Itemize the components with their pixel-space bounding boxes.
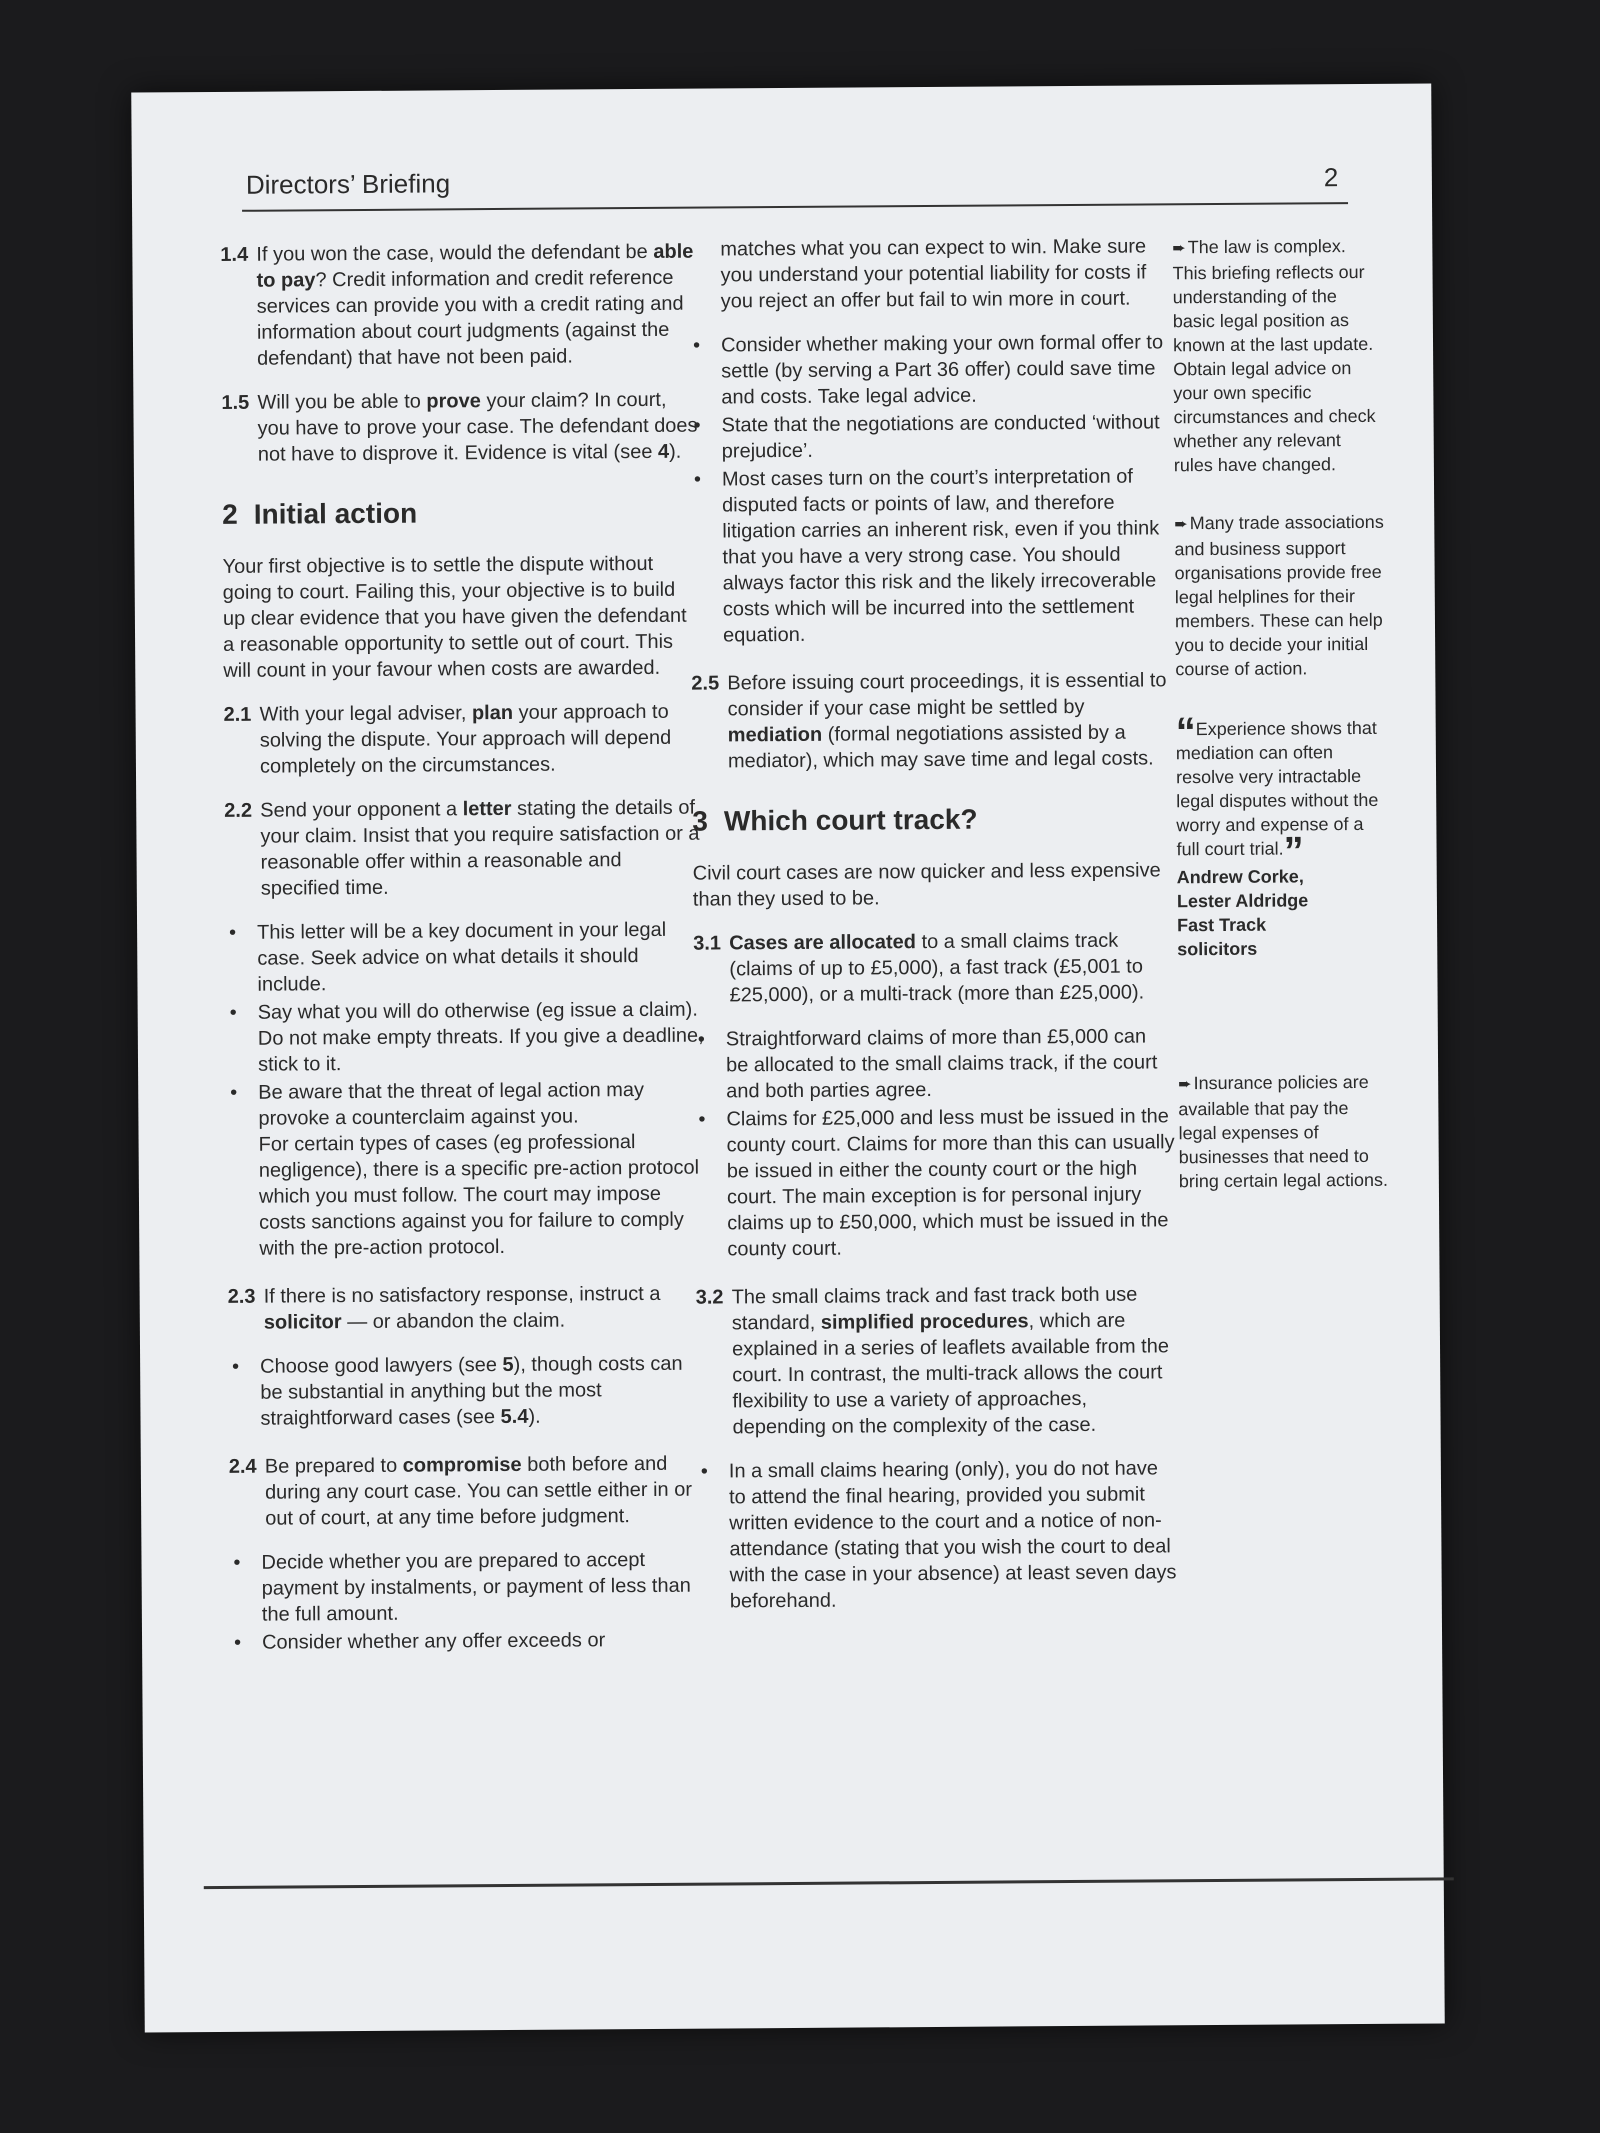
attribution-line: Fast Track (1177, 914, 1267, 936)
paragraph-number: 2.1 (223, 703, 252, 726)
note-text: Many trade associations and business support organisations provide free legal helplines for their members. These can help you to decide your initial course of action. (1174, 511, 1384, 680)
paragraph-number: 3.1 (693, 932, 722, 955)
list-item: • Say what you will do otherwise (eg issue a claim). Do not make empty threats. If you give a deadline, stick to it. (226, 997, 707, 1078)
list-item (226, 1077, 707, 1262)
bold-text: solicitor (263, 1311, 342, 1334)
paragraph-number: 2.4 (228, 1455, 257, 1478)
header-title: Directors’ Briefing (245, 168, 451, 200)
paragraph-number: 2.5 (691, 672, 720, 695)
paragraph-number: 1.5 (221, 391, 250, 414)
list-item: • Consider whether any offer exceeds or (230, 1627, 710, 1656)
paragraph-2-5 (691, 667, 1172, 774)
section-number: 2 (222, 498, 238, 530)
list-item: • Most cases turn on the court’s interpretation of disputed facts or points of law, and therefore litigation carries an inherent risk, even if you think that you have a very strong case. You should always factor this risk and the likely irrecoverable costs which will be incurred into the settlement equation. (690, 463, 1171, 648)
list-item: • Straightforward claims of more than £5,000 can be allocated to the small claims track, if the court and both parties agree. (694, 1023, 1175, 1104)
text: If you won the case, would the defendant be (256, 240, 654, 266)
text: — or abandon the claim. (341, 1309, 566, 1334)
sidebar-note (1174, 510, 1385, 681)
bullet-list (689, 329, 1171, 648)
text: Choose good lawyers (see (260, 1354, 503, 1378)
text: both before and during any court case. You can settle either in or out of court, at any time before judgment. (264, 1452, 693, 1530)
text: ? Credit information and credit reference services can provide you with a credit rating and information about court judgments (against the defendant) that have not been paid. (256, 266, 684, 370)
list-item: • Claims for £25,000 and less must be issued in the county court. Claims for more than this can usually be issued in either the county court or the high court. The main exception is for personal injury claims up to £50,000, which must be issued in the county court. (694, 1103, 1175, 1262)
arrow-icon: ➨ (1178, 1076, 1192, 1094)
attribution-line: solicitors (1177, 938, 1258, 960)
section-title: Which court track? (723, 803, 978, 837)
page-number: 2 (1323, 162, 1339, 193)
list-item: • Decide whether you are prepared to accept payment by instalments, or payment of less than the full amount. (229, 1547, 710, 1628)
paragraph-number: 3.2 (695, 1286, 724, 1309)
cross-reference: 4 (657, 440, 670, 463)
section-intro: Civil court cases are now quicker and less expensive than they used to be. (692, 859, 1161, 911)
sidebar-note (1178, 1070, 1389, 1193)
bold-text: plan (471, 701, 514, 725)
text: ), though costs can be substantial in anything but the most straightforward cases (see (260, 1352, 683, 1430)
text: stating the details of your claim. Insist that you require satisfaction or a reasonable offer within a reasonable and specified time. (260, 796, 700, 900)
text: Be aware that the threat of legal action may provoke a counterclaim against you. (258, 1079, 645, 1130)
note-text: Insurance policies are available that pay the legal expenses of businesses that need to bring certain legal actions. (1178, 1071, 1389, 1192)
sidebar-notes (1172, 234, 1389, 1227)
arrow-icon: ➨ (1174, 516, 1188, 534)
pull-quote (1175, 710, 1388, 961)
column-left (220, 239, 710, 1678)
list-item: • Consider whether making your own formal offer to settle (by serving a Part 36 offer) could save time and costs. Take legal advice. (689, 329, 1170, 410)
text: to a small claims track (claims of up to £5,000), a fast track (£5,001 to £25,000), or a multi-track (more than £25,000). (729, 929, 1145, 1007)
text: The small claims track and fast track both use standard, (731, 1283, 1138, 1335)
paragraph-2-1 (224, 699, 705, 780)
arrow-icon: ➨ (1172, 240, 1186, 258)
cross-reference: 5 (502, 1353, 514, 1377)
attribution-line: Andrew Corke, (1176, 866, 1304, 888)
bold-text: simplified procedures (820, 1310, 1029, 1334)
note-text: The law is complex. This briefing reflects our understanding of the basic legal position as known at the last update. Obtain legal advice on your own specific circumstances and check whether any relevant rules have changed. (1172, 236, 1376, 476)
bold-text: letter (462, 797, 512, 821)
text: Will you be able to (257, 390, 427, 414)
document-page (131, 83, 1445, 2032)
section-heading-3 (692, 803, 1172, 837)
footer-rule (204, 1877, 1454, 1889)
section-heading-2 (222, 499, 702, 528)
text: your claim? In court, you have to prove your case. The defendant does not have to disprove it. Evidence is vital (see (257, 388, 698, 466)
quote-text: Experience shows that mediation can often resolve very intractable legal disputes without the worry and expense of a full court trial. (1175, 717, 1379, 860)
header-rule (242, 202, 1348, 212)
list-item: • This letter will be a key document in your legal case. Seek advice on what details it should include. (225, 917, 706, 998)
continued-text: matches what you can expect to win. Make sure you understand your potential liability for costs if you reject an offer but fail to win more in court. (720, 235, 1147, 313)
paragraph-number: 1.4 (220, 243, 249, 266)
bullet-list (229, 1547, 710, 1656)
text: (formal negotiations assisted by a mediator), which may save time and legal costs. (727, 721, 1154, 773)
section-number: 3 (692, 805, 709, 837)
text: Before issuing court proceedings, it is essential to consider if your case might be settled by (727, 669, 1167, 721)
text: ). (669, 440, 682, 463)
paragraph-number: 2.2 (224, 799, 253, 822)
bold-text: compromise (402, 1453, 522, 1477)
list-item: • In a small claims hearing (only), you do not have to attend the final hearing, provided you submit written evidence to the court and a notice of non-attendance (stating that you wish the court to deal with the case in your absence) at least seven days beforehand. (697, 1455, 1178, 1614)
open-quote-icon: “ (1175, 710, 1196, 755)
paragraph-2-4 (229, 1451, 710, 1532)
bullet-list (228, 1351, 709, 1432)
text: If there is no satisfactory response, instruct a (263, 1282, 661, 1308)
paragraph-2-2 (224, 795, 705, 902)
text: Be prepared to (264, 1454, 403, 1478)
bullet-list (697, 1455, 1178, 1614)
text: For certain types of cases (eg professional negligence), there is a specific pre-action protocol which you must follow. The court may impose costs sanctions against you for failure to comply with the pre-action protocol. (258, 1131, 700, 1260)
bold-text: able to pay (256, 240, 694, 292)
text: , which are explained in a series of leaflets available from the court. In contrast, the multi-track allows the court flexibility to use a variety of approaches, depending on the complexity of the case. (731, 1309, 1170, 1439)
bullet-list (225, 917, 707, 1262)
bold-text: prove (426, 390, 481, 413)
section-intro: Your first objective is to settle the dispute without going to court. Failing this, your objective is to build up clear evidence that you have given the defendant a reasonable opportunity to settle out of court. This will count in your favour when costs are awarded. (222, 552, 687, 682)
quote-attribution (1177, 864, 1388, 961)
list-item: • State that the negotiations are conducted ‘without prejudice’. (689, 409, 1169, 464)
text: ). (528, 1405, 541, 1428)
text: your approach to solving the dispute. Your approach will depend completely on the circumstances. (259, 700, 672, 778)
bullet-list (694, 1023, 1176, 1262)
bold-text: Cases are allocated (729, 931, 917, 955)
cross-reference: 5.4 (500, 1405, 529, 1429)
sidebar-note (1172, 234, 1384, 477)
paragraph-number: 2.3 (227, 1285, 256, 1308)
attribution-line: Lester Aldridge (1176, 890, 1309, 912)
bold-text: mediation (727, 723, 823, 747)
paragraph-1-5 (221, 387, 702, 468)
paragraph-3-1 (693, 927, 1174, 1008)
section-title: Initial action (253, 497, 418, 530)
text: Send your opponent a (260, 798, 463, 822)
paragraph-2-3 (228, 1281, 708, 1336)
paragraph-1-4 (220, 239, 701, 372)
paragraph-3-2 (696, 1281, 1177, 1440)
close-quote-icon: ” (1283, 829, 1304, 874)
column-middle (688, 233, 1178, 1636)
text: With your legal adviser, (259, 702, 472, 726)
list-item (228, 1351, 709, 1432)
